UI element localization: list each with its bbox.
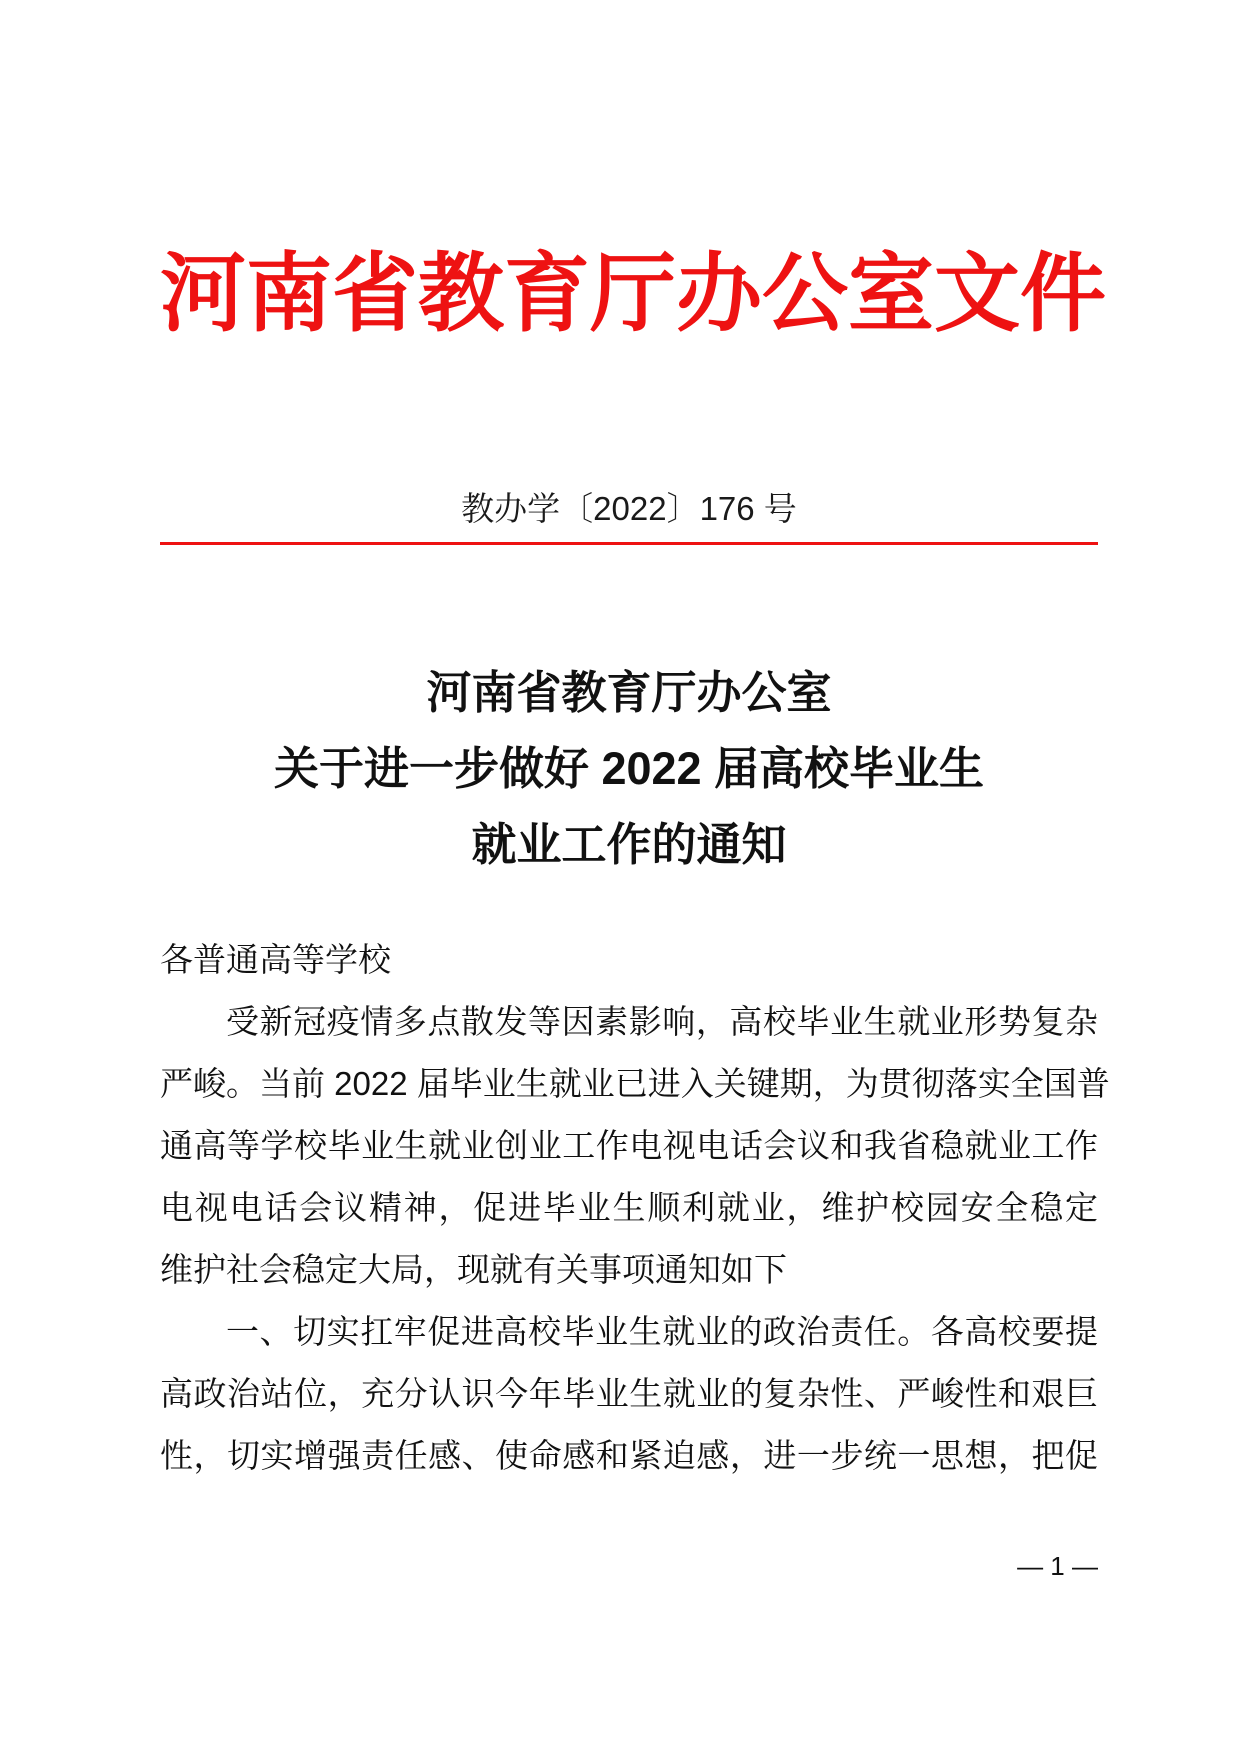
document-number: 教办学〔2022〕176 号	[461, 490, 797, 527]
document-title-line-3: 就业工作的通知	[471, 819, 787, 870]
body-line: 一、切实扛牢促进高校毕业生就业的政治责任。各高校要提	[226, 1313, 1098, 1350]
document-body	[160, 929, 1110, 1487]
body-line: 维护社会稳定大局，现就有关事项通知如下	[160, 1251, 787, 1288]
body-line: 通高等学校毕业生就业创业工作电视电话会议和我省稳就业工作	[160, 1127, 1098, 1164]
salutation: 各普通高等学校	[160, 941, 391, 978]
body-line: 高政治站位，充分认识今年毕业生就业的复杂性、严峻性和艰巨	[160, 1375, 1098, 1412]
body-line: 电视电话会议精神，促进毕业生顺利就业，维护校园安全稳定	[160, 1189, 1098, 1226]
body-line: 受新冠疫情多点散发等因素影响，高校毕业生就业形势复杂	[226, 1003, 1098, 1040]
body-line: 性，切实增强责任感、使命感和紧迫感，进一步统一思想，把促	[160, 1437, 1098, 1474]
document-title	[160, 655, 1098, 883]
letterhead-title: 河南省教育厅办公室文件	[160, 246, 1106, 342]
document-title-line-1: 河南省教育厅办公室	[426, 667, 832, 718]
page-number: — 1 —	[1017, 1551, 1098, 1581]
document-title-line-2: 关于进一步做好 2022 届高校毕业生	[273, 743, 985, 794]
body-line: 严峻。当前 2022 届毕业生就业已进入关键期，为贯彻落实全国普	[160, 1065, 1110, 1102]
red-divider-line	[160, 542, 1098, 545]
